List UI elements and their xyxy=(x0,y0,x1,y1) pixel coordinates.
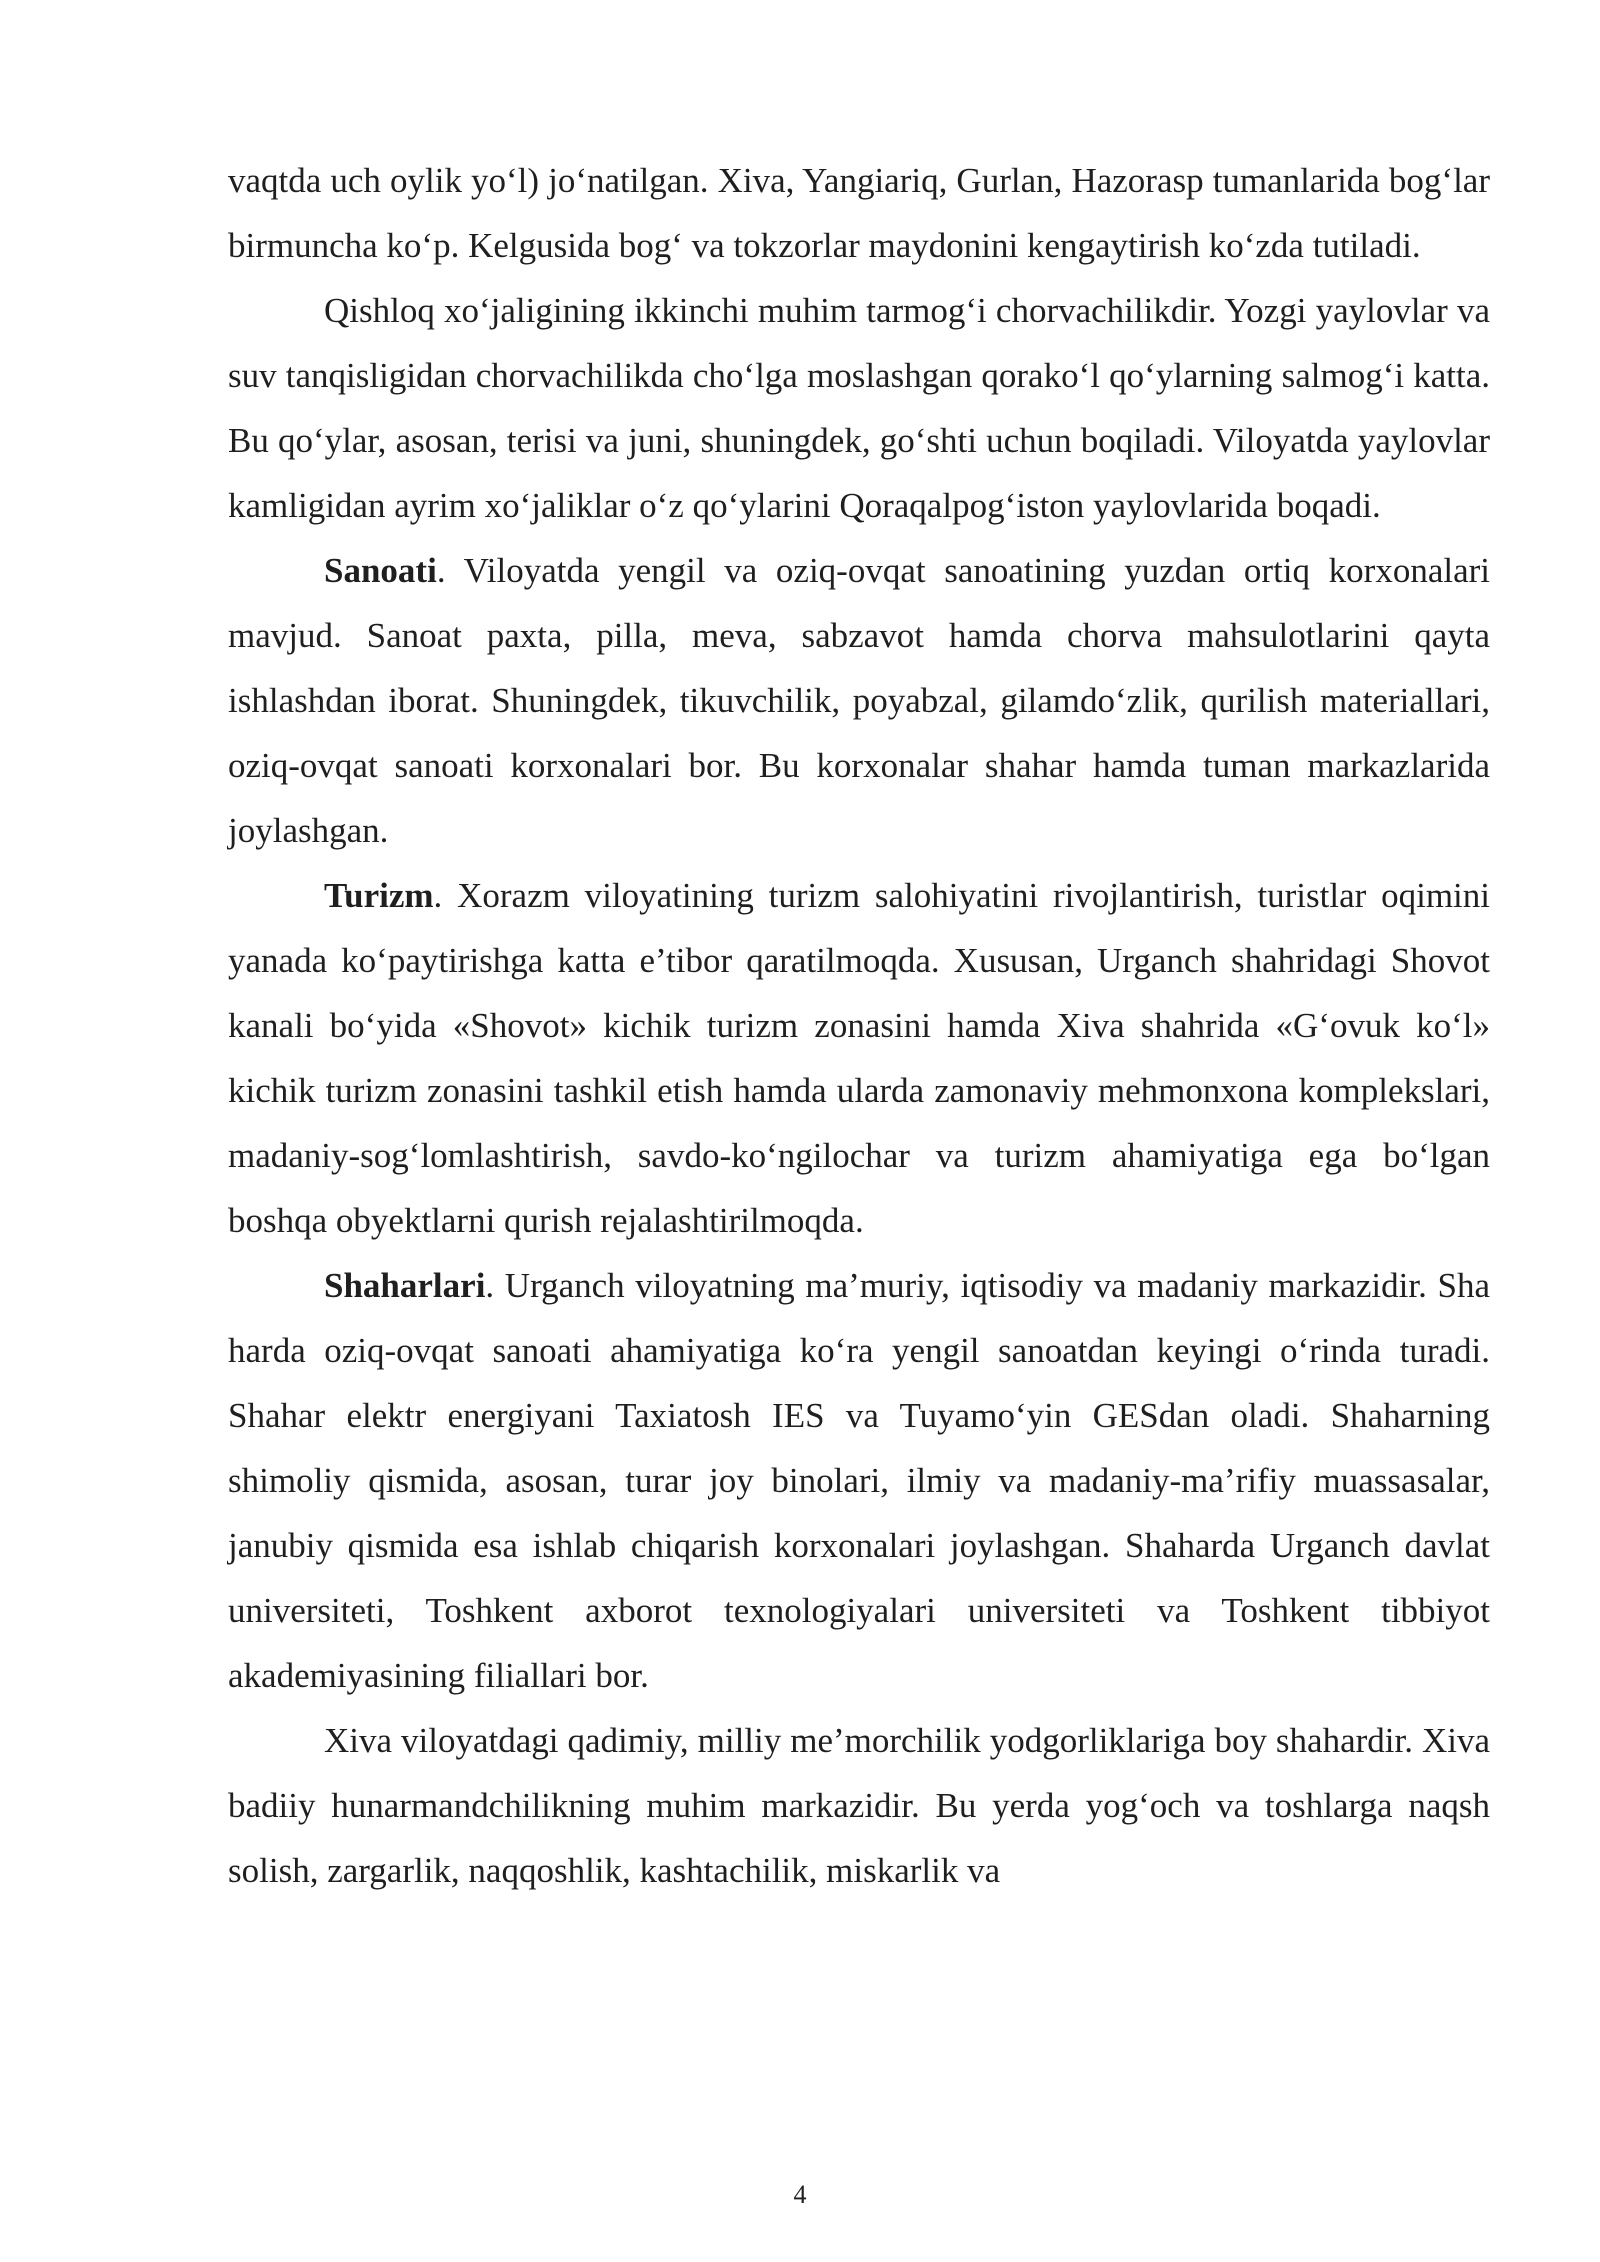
paragraph-cities xyxy=(228,1253,1490,1708)
section-heading-cities: Shaharlari xyxy=(324,1266,486,1305)
section-heading-tourism: Turizm xyxy=(324,876,434,915)
paragraph-khiva xyxy=(228,1708,1490,1903)
paragraph-tourism xyxy=(228,863,1490,1253)
paragraph-text: . Urganch viloyatning ma’muriy, iqtisodiy va madaniy markazidir. Sha harda oziq-ovqat sanoati ahamiyatiga ko‘ra yengil sanoatdan keyingi o‘rinda turadi. Shahar elektr energiyani Taxiatosh IES va Tuyamo‘yin GESdan oladi. Shaharning shimoliy qismida, asosan, turar joy binolari, ilmiy va madaniy-ma’rifiy muassasalar, janubiy qismida esa ishlab chiqarish korxonalari joylashgan. Shaharda Urganch davlat universiteti, Toshkent axborot texnologiyalari universiteti va Toshkent tibbiyot akademiyasining filiallari bor. xyxy=(228,1266,1490,1695)
page-number: 4 xyxy=(793,2180,807,2209)
paragraph-text: Qishloq xo‘jaligining ikkinchi muhim tarmog‘i chorvachilikdir. Yozgi yaylovlar va suv tanqisligidan chorvachilikda cho‘lga moslashgan qorako‘l qo‘ylarning salmog‘i katta. Bu qo‘ylar, asosan, terisi va juni, shuningdek, go‘shti uchun boqiladi. Viloyatda yaylovlar kamligidan ayrim xo‘jaliklar o‘z qo‘ylarini Qoraqalpog‘iston yaylovlarida boqadi. xyxy=(228,291,1490,525)
paragraph-text: . Viloyatda yengil va oziq-ovqat sanoatining yuzdan ortiq korxonalari mavjud. Sanoat paxta, pilla, meva, sabzavot hamda chorva mahsulotlarini qayta ishlashdan iborat. Shuningdek, tikuvchilik, poyabzal, gilamdo‘zlik, qurilish materiallari, oziq-ovqat sanoati korxonalari bor. Bu korxonalar shahar hamda tuman markazlarida joylashgan. xyxy=(228,551,1490,850)
paragraph-text: Xiva viloyatdagi qadimiy, milliy me’morchilik yodgorliklariga boy shahardir. Xiva badiiy hunarmandchilikning muhim markazidir. Bu yerda yog‘och va toshlarga naqsh solish, zargarlik, naqqoshlik, kashtachilik, miskarlik va xyxy=(228,1721,1490,1890)
paragraph-livestock xyxy=(228,278,1490,538)
paragraph-text: vaqtda uch oylik yo‘l) jo‘natilgan. Xiva, Yangiariq, Gurlan, Hazorasp tumanlarida bog‘lar birmuncha ko‘p. Kelgusida bog‘ va tokzorlar maydonini kengaytirish ko‘zda tutiladi. xyxy=(228,161,1490,265)
paragraph-text: . Xorazm viloyatining turizm salohiyatini rivojlantirish, turistlar oqimini yanada ko‘paytirishga katta e’tibor qaratilmoqda. Xususan, Urganch shahridagi Shovot kanali bo‘yida «Shovot» kichik turizm zonasini hamda Xiva shahrida «G‘ovuk ko‘l» kichik turizm zonasini tashkil etish hamda ularda zamonaviy mehmonxona komplekslari, madaniy-sog‘lomlashtirish, savdo-ko‘ngilochar va turizm ahamiyatiga ega bo‘lgan boshqa obyektlarni qurish rejalashtirilmoqda. xyxy=(228,876,1490,1240)
paragraph-continuation xyxy=(228,148,1490,278)
section-heading-industry: Sanoati xyxy=(324,551,437,590)
paragraph-industry xyxy=(228,538,1490,863)
document-body xyxy=(228,148,1490,1903)
